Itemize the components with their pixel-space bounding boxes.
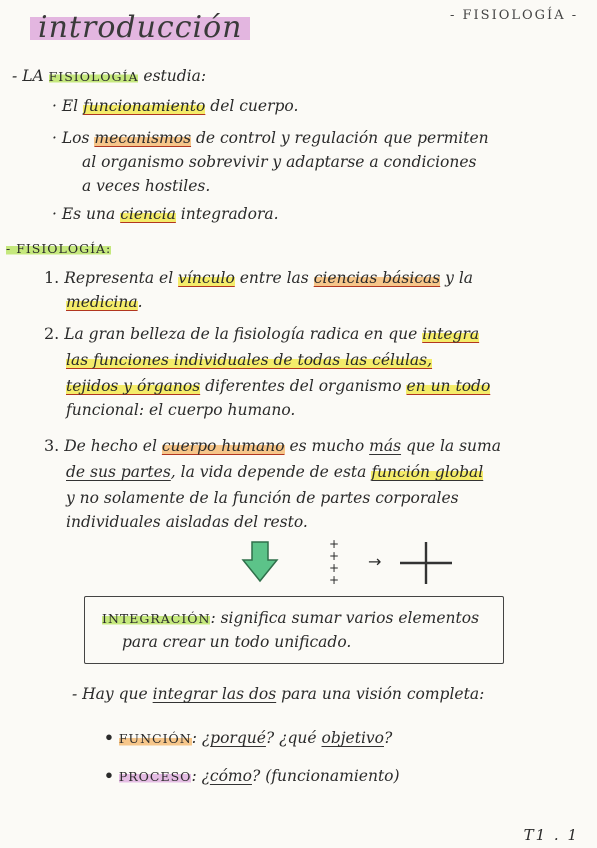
keyword-mecanismos: mecanismos: [94, 129, 192, 147]
keyword-funcionamiento: funcionamiento: [83, 97, 206, 115]
keyword-fisiologia: FISIOLOGÍA: [48, 69, 139, 84]
bullet-dot: •: [104, 728, 114, 747]
keyword-funcion-global: función global: [371, 463, 484, 481]
keyword-funciones-individuales: las funciones individuales de todas las células,: [66, 351, 433, 369]
point-1-line1: 1. Representa el vínculo entre las ciencias básicas y la: [44, 268, 474, 287]
keyword-integra: integra: [422, 325, 480, 343]
keyword-integracion: INTEGRACIÓN: [102, 611, 211, 626]
keyword-cuerpo-humano: cuerpo humano: [161, 437, 285, 455]
item-funcion: • FUNCIÓN: ¿porqué? ¿qué objetivo?: [104, 728, 393, 747]
point-2-line4: funcional: el cuerpo humano.: [66, 401, 296, 419]
bullet-mecanismos-line3: a veces hostiles.: [82, 177, 211, 195]
plus-stack: [329, 538, 339, 586]
big-plus-icon: [398, 540, 454, 586]
keyword-mas: más: [369, 437, 402, 455]
bullet-funcionamiento: · El funcionamiento del cuerpo.: [52, 97, 299, 115]
point-3-line2: de sus partes, la vida depende de esta función global: [66, 463, 484, 481]
small-arrow-icon: →: [368, 552, 382, 571]
keyword-ciencia: ciencia: [120, 205, 176, 223]
section2-heading: - FISIOLOGÍA:: [6, 241, 112, 256]
definition-box: [84, 596, 504, 664]
keyword-ciencias-basicas: ciencias básicas: [313, 269, 441, 287]
keyword-proceso: PROCESO: [118, 769, 192, 784]
keyword-integrar-las-dos: integrar las dos: [152, 685, 277, 703]
plus-sign: +: [329, 537, 340, 551]
plus-sign: +: [329, 549, 340, 563]
page-number: T1 . 1: [523, 826, 579, 844]
point-3-line4: individuales aisladas del resto.: [66, 513, 308, 531]
item-proceso: • PROCESO: ¿cómo? (funcionamiento): [104, 766, 400, 785]
bullet-mecanismos: · Los mecanismos de control y regulación que permiten: [52, 129, 489, 147]
keyword-funcion: FUNCIÓN: [118, 731, 192, 746]
page-title: introducción: [30, 10, 250, 45]
bullet-dot: •: [104, 766, 114, 785]
subject-label: - FISIOLOGÍA -: [450, 8, 579, 23]
down-arrow-icon: [240, 540, 280, 584]
point-3-line3: y no solamente de la función de partes corporales: [66, 489, 459, 507]
keyword-de-sus-partes: de sus partes: [66, 463, 171, 481]
section3-lead: - Hay que integrar las dos para una visión completa:: [72, 685, 485, 703]
point-1-line2: medicina.: [66, 293, 143, 311]
keyword-medicina: medicina: [66, 293, 138, 311]
section1-lead: - LA FISIOLOGÍA estudia:: [12, 67, 207, 85]
keyword-vinculo: vínculo: [178, 269, 235, 287]
plus-sign: +: [329, 561, 340, 575]
point-2-line2: [66, 350, 432, 370]
point-2-line1: 2. La gran belleza de la fisiología radica en que integra: [44, 324, 480, 343]
point-2-line3: tejidos y órganos diferentes del organismo en un todo: [66, 377, 491, 395]
bullet-mecanismos-line2: al organismo sobrevivir y adaptarse a condiciones: [82, 153, 477, 171]
bullet-ciencia: · Es una ciencia integradora.: [52, 205, 279, 223]
plus-sign: +: [329, 573, 340, 587]
definition-line1: INTEGRACIÓN: significa sumar varios elementos: [102, 609, 480, 627]
keyword-tejidos-organos: tejidos y órganos: [66, 377, 201, 395]
point-3-line1: 3. De hecho el cuerpo humano es mucho más que la suma: [44, 436, 501, 455]
definition-line2: para crear un todo unificado.: [122, 633, 352, 651]
keyword-en-un-todo: en un todo: [406, 377, 491, 395]
